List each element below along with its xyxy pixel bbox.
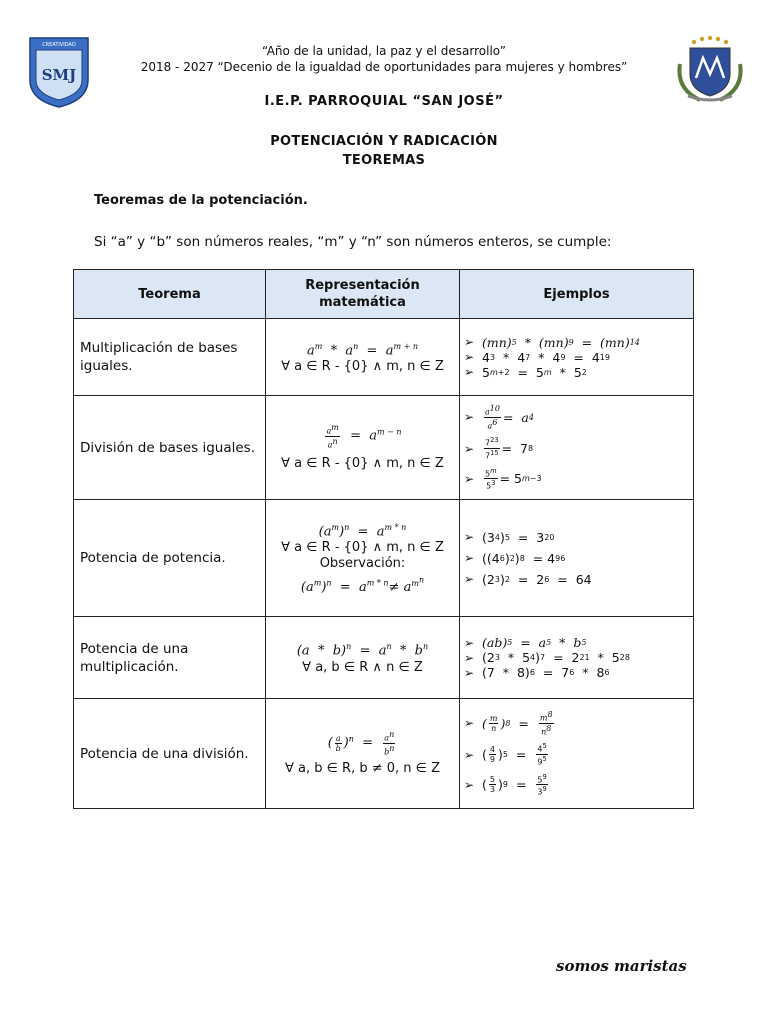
footer-signature: somos maristas [556, 957, 687, 975]
theorem-examples [460, 699, 694, 809]
document-title: POTENCIACIÓN Y RADICACIÓN [270, 134, 498, 149]
theorem-name: Potencia de una división. [74, 699, 266, 809]
theorem-name: Multiplicación de bases iguales. [74, 319, 266, 396]
table-row [74, 500, 694, 617]
table-row [74, 699, 694, 809]
example: ➢ ((4 6 ) 2 ) 8 = 4 96 [464, 550, 566, 566]
header-motto: “Año de la unidad, la paz y el desarrollo” [262, 44, 506, 58]
header-teorema: Teorema [74, 270, 266, 319]
condition: ∀ a ∈ R - {0} ∧ m, n ∈ Z [281, 359, 444, 375]
table-header-row [74, 270, 694, 319]
formula: $\frac{a^m}{a^n}$ = $a^{m - n}$ [326, 423, 402, 450]
example: ➢ 5 m+2 = 5 m * 5 2 [464, 364, 587, 380]
formula: $(a * b)^n = a^n * b^n$ [296, 642, 429, 659]
theorem-examples [460, 500, 694, 617]
example: ➢ (ab) 5 = a 5 * b 5 [464, 635, 587, 650]
example: ➢ (7 * 8) 6 = 7 6 * 8 6 [464, 665, 610, 680]
table-row [74, 617, 694, 699]
example: ➢ (3 4 ) 5 = 3 20 [464, 529, 555, 545]
example: ➢ $\frac{a^{10}}{a^6}$ = a 4 [464, 404, 534, 431]
observation-formula: $(a^m)^n = a^{m * n}\ne a^{m^n}$ [300, 575, 425, 596]
theorem-name: Potencia de potencia. [74, 500, 266, 617]
theorem-name: División de bases iguales. [74, 396, 266, 500]
school-name: I.E.P. PARROQUIAL “SAN JOSÉ” [264, 94, 504, 109]
theorem-representation [266, 319, 460, 396]
section-heading: Teoremas de la potenciación. [94, 193, 308, 208]
header-decade: 2018 - 2027 “Decenio de la igualdad de oportunidades para mujeres y hombres” [140, 60, 628, 74]
theorem-representation [266, 617, 460, 699]
example: ➢ 4 3 * 4 7 * 4 9 = 4 19 [464, 349, 610, 365]
theorem-examples [460, 617, 694, 699]
example: ➢ $\frac{7^{23}}{7^{15}}$ = 7 8 [464, 436, 534, 461]
table-row [74, 319, 694, 396]
header-representacion: Representación matemática [266, 270, 460, 319]
condition: ∀ a, b ∈ R, b ≠ 0, n ∈ Z [284, 760, 441, 776]
theorem-representation [266, 699, 460, 809]
header-ejemplos: Ejemplos [460, 270, 694, 319]
formula: $(a^m)^n = a^{m * n}$ [318, 522, 407, 540]
formula: $a^m * a^n = a^{m + n}$ [306, 341, 418, 359]
example: ➢ ( $\frac{m}{n}$ ) 8 = $\frac{m^8}{n^8}$ [464, 710, 553, 737]
theorem-name: Potencia de una multiplicación. [74, 617, 266, 699]
example: ➢ $\frac{5^m}{5^3}$ = 5 m−3 [464, 466, 542, 491]
observation-label: Observación: [319, 556, 406, 572]
table-row [74, 396, 694, 500]
example: ➢ ( $\frac{4}{9}$ ) 5 = $\frac{4^5}{9^5}$ [464, 742, 547, 767]
example: ➢ ( $\frac{5}{3}$ ) 9 = $\frac{5^9}{3^9}$ [464, 772, 547, 797]
condition: ∀ a, b ∈ R ∧ n ∈ Z [302, 659, 423, 675]
example: ➢ (mn) 5 * (mn) 9 = (mn) 14 [464, 334, 640, 350]
condition: ∀ a ∈ R - {0} ∧ m, n ∈ Z [281, 455, 444, 471]
theorem-representation [266, 396, 460, 500]
svg-text:SMJ: SMJ [41, 66, 77, 84]
theorems-table [73, 269, 694, 809]
svg-text:CREATIVIDAD: CREATIVIDAD [42, 42, 76, 48]
section-intro: Si “a” y “b” son números reales, “m” y “n” son números enteros, se cumple: [94, 234, 612, 250]
theorem-representation [266, 500, 460, 617]
example: ➢ (2 3 * 5 4 ) 7 = 2 21 * 5 28 [464, 650, 630, 665]
theorem-examples [460, 396, 694, 500]
example: ➢ (2 3 ) 2 = 2 6 = 64 [464, 571, 592, 587]
formula: ( $\frac{a}{b}$ )$^n$ = $\frac{a^n}{b^n}$ [327, 730, 395, 757]
document-subtitle: TEOREMAS [342, 153, 426, 168]
theorem-examples [460, 319, 694, 396]
condition: ∀ a ∈ R - {0} ∧ m, n ∈ Z [281, 540, 444, 556]
